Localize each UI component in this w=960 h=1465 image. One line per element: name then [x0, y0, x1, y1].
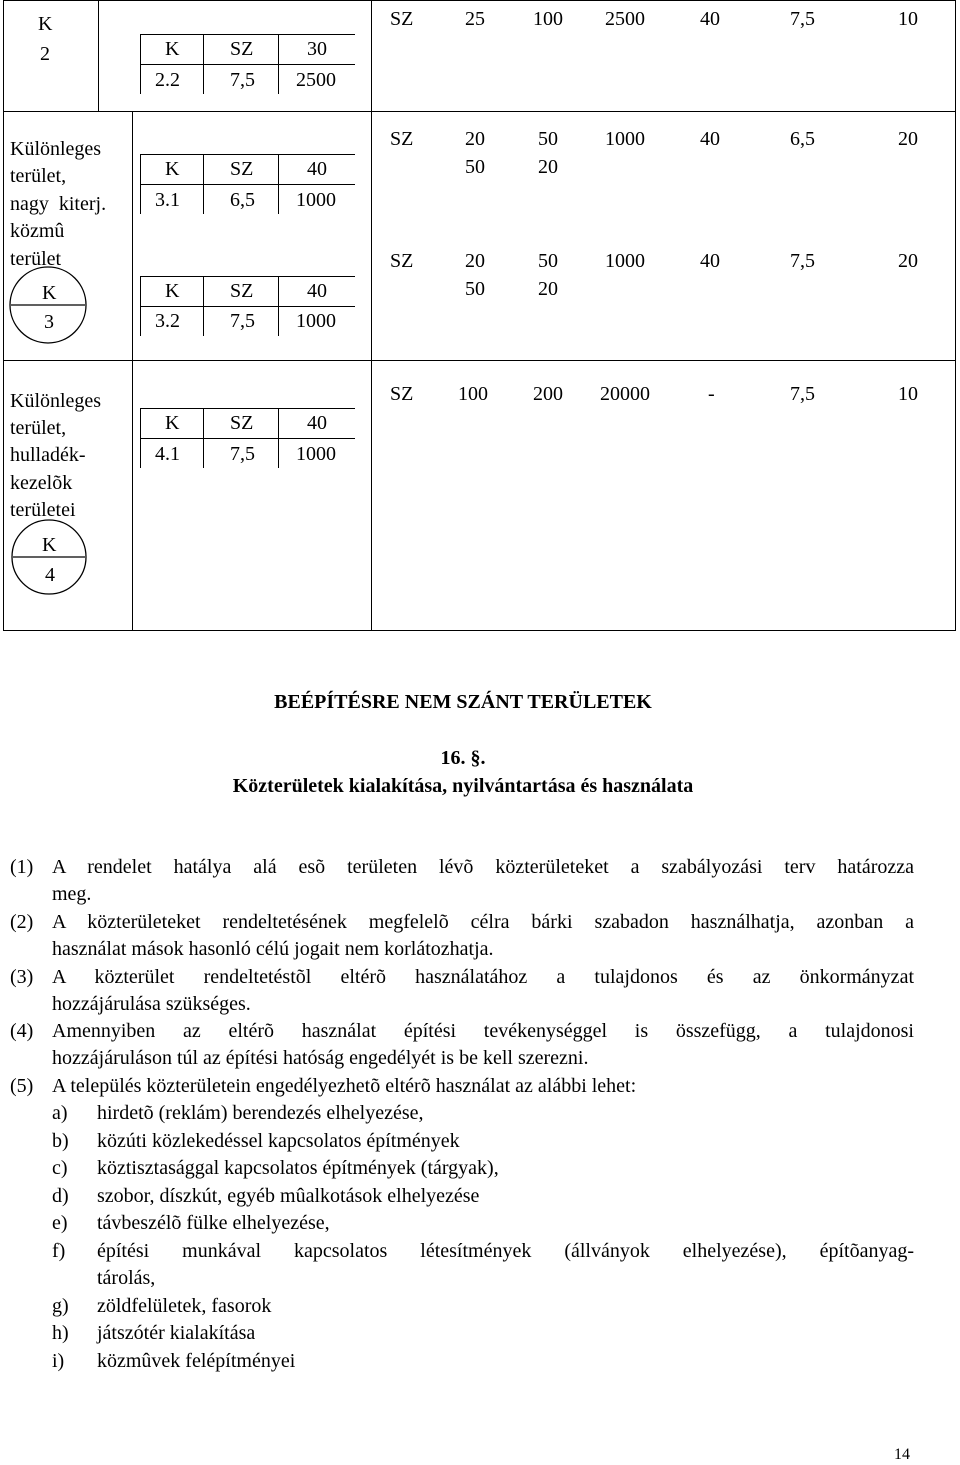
table-border-top	[3, 0, 956, 1]
table-border-bottom	[3, 630, 956, 631]
table-border-left	[3, 0, 4, 631]
column-divider	[371, 0, 372, 631]
paragraph-number: 16. §.	[440, 747, 486, 769]
zone-code-letter: K	[38, 13, 53, 35]
table-border-right	[955, 0, 956, 631]
page-number: 14	[894, 1446, 910, 1463]
column-divider	[98, 0, 99, 111]
circle-divider-icon	[8, 265, 88, 345]
row-divider	[3, 111, 956, 112]
zone-code-number: 2	[40, 43, 50, 65]
paragraph-title: Közterületek kialakítása, nyilvántartása és használata	[232, 775, 694, 797]
section-title: BEÉPÍTÉSRE NEM SZÁNT TERÜLETEK	[274, 691, 652, 713]
row-divider	[3, 360, 956, 361]
column-divider	[132, 111, 133, 630]
